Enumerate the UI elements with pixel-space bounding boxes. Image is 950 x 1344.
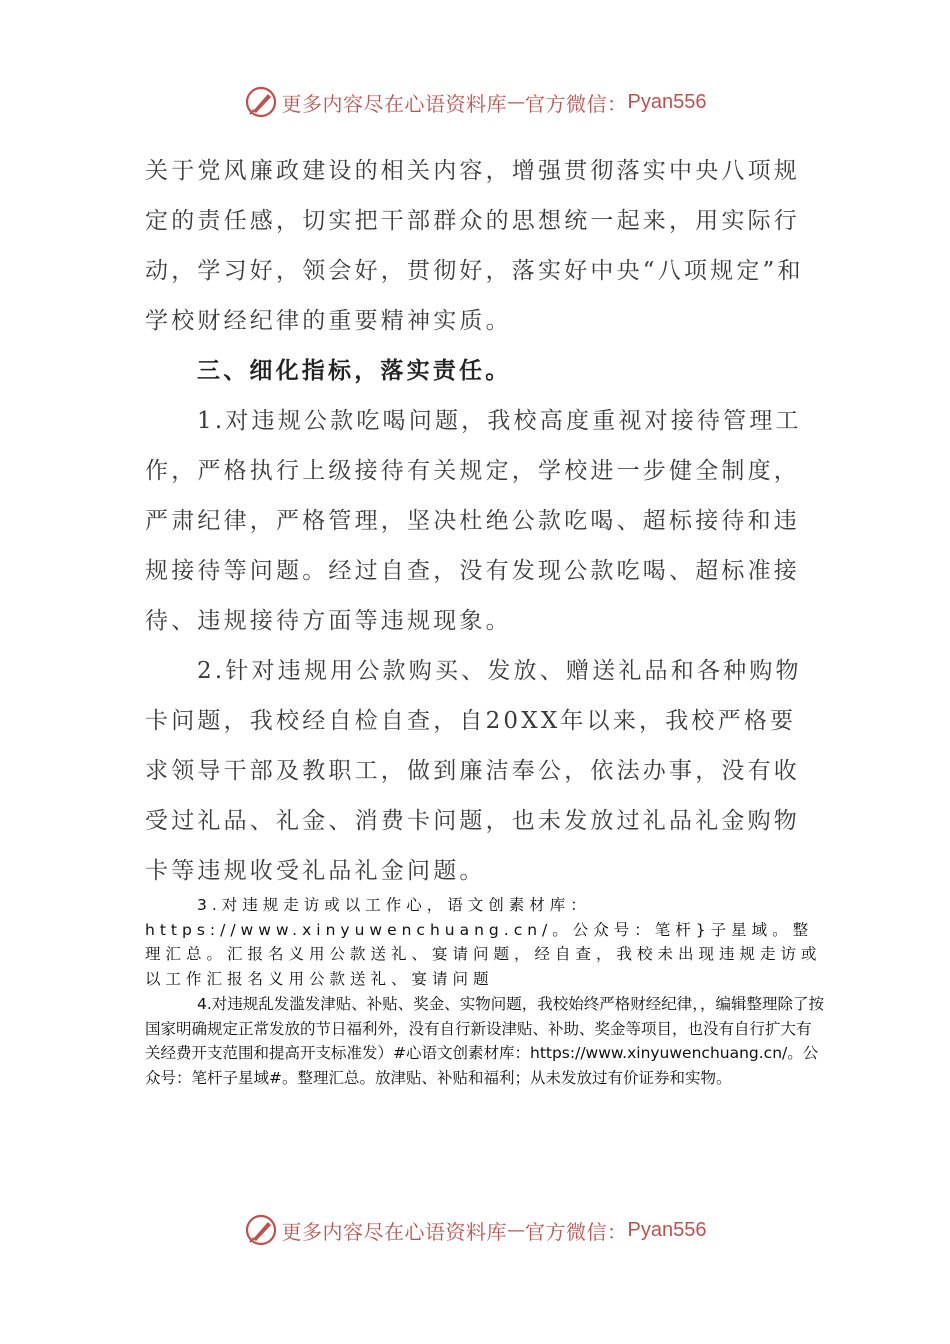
watermark-id: Pyan556 bbox=[627, 1218, 707, 1241]
document-small-block bbox=[145, 893, 825, 1090]
watermark-banner-top bbox=[0, 82, 950, 122]
watermark-label: 官方微信： bbox=[525, 1219, 628, 1244]
paragraph-item-1: 1.对违规公款吃喝问题，我校高度重视对接待管理工作，严格执行上级接待有关规定，学校进一步健全制度，严肃纪律，严格管理，坚决杜绝公款吃喝、超标接待和违规接待等问题。经过自查，没有发现公款吃喝、超标准接待、违规接待方面等违规现象。 bbox=[145, 408, 802, 634]
watermark-text: 更多内容尽在心语资料库 bbox=[281, 91, 508, 116]
watermark-text: 更多内容尽在心语资料库 bbox=[281, 1219, 508, 1244]
watermark-id: Pyan556 bbox=[627, 90, 707, 113]
paragraph-item-3: 3.对违规走访或以工作心，语文创素材库：https://www.xinyuwenchuang.cn/。公众号：笔杆}子星域。整理汇总。汇报名义用公款送礼、宴请问题，经自查，我校未出现违规走访或以工作汇报名义用公款送礼、宴请问题 bbox=[145, 896, 822, 988]
watermark-banner-bottom bbox=[0, 1210, 950, 1250]
paragraph-item-4: 4.对违规乱发滥发津贴、补贴、奖金、实物问题，我校始终严格财经纪律，，编辑整理除了按国家明确规定正常发放的节日福利外，没有自行新设津贴、补助、奖金等项目，也没有自行扩大有关经费开支范围和提高开支标准发）#心语文创素材库：https://www.xinyuwenchuang.cn/。公众号：笔杆子星域#。整理汇总。放津贴、补贴和福利；从未发放过有价证券和实物。 bbox=[145, 995, 825, 1087]
document-body bbox=[145, 146, 810, 896]
quill-pen-logo-icon bbox=[244, 1213, 278, 1247]
watermark-dash: — bbox=[507, 1219, 526, 1241]
paragraph-item-2: 2.针对违规用公款购买、发放、赠送礼品和各种购物卡问题，我校经自检自查，自20XX年以来，我校严格要求领导干部及教职工，做到廉洁奉公，依法办事，没有收受过礼品、礼金、消费卡问题，也未发放过礼品礼金购物卡等违规收受礼品礼金问题。 bbox=[145, 658, 802, 884]
paragraph-intro: 关于党风廉政建设的相关内容，增强贯彻落实中央八项规定的责任感，切实把干部群众的思想统一起来，用实际行动，学习好，领会好，贯彻好，落实好中央“八项规定”和学校财经纪律的重要精神实质。 bbox=[145, 158, 804, 334]
quill-pen-logo-icon bbox=[244, 85, 278, 119]
watermark-label: 官方微信： bbox=[525, 91, 628, 116]
watermark-dash: — bbox=[507, 91, 526, 113]
section-heading: 三、细化指标，落实责任。 bbox=[197, 357, 512, 384]
